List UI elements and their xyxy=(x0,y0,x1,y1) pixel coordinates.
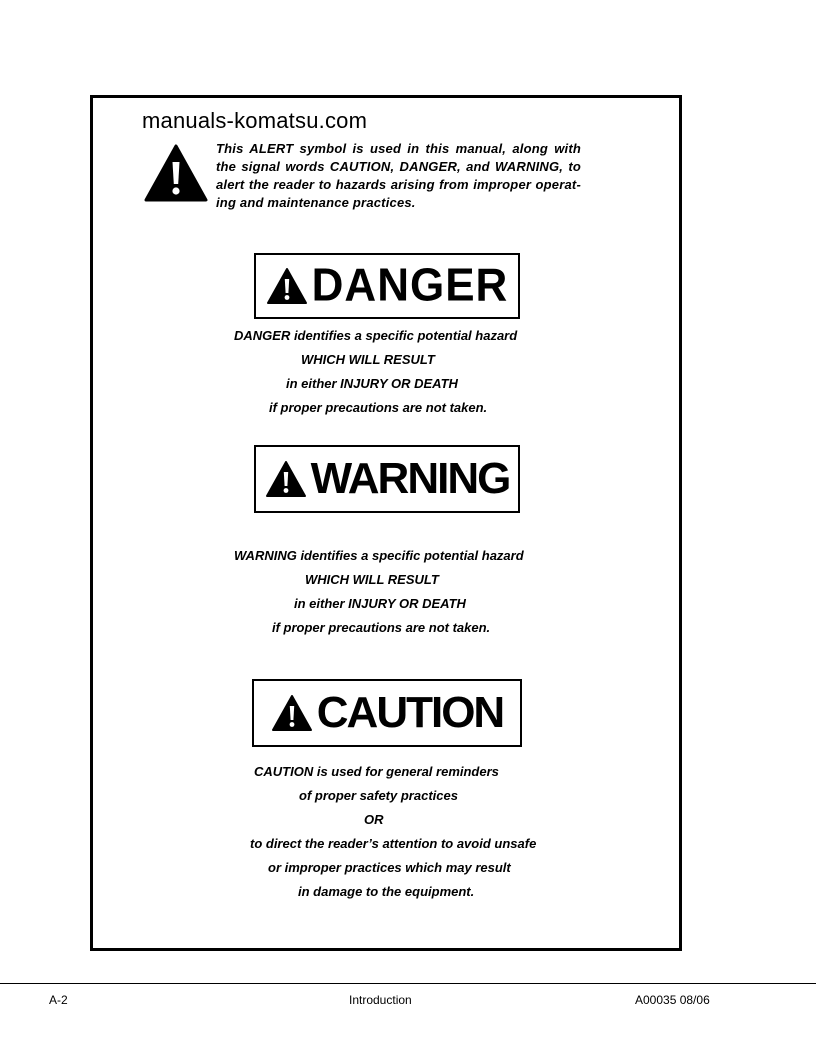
danger-line: if proper precautions are not taken. xyxy=(269,400,488,415)
danger-line: DANGER identifies a specific potential hazard xyxy=(234,328,518,343)
warning-label: WARNING xyxy=(310,454,510,503)
danger-line: in either INJURY OR DEATH xyxy=(286,376,458,391)
intro-line: This ALERT symbol is used in this manual, along with xyxy=(216,141,581,156)
alert-icon xyxy=(265,460,307,498)
content-frame xyxy=(90,95,682,951)
danger-sign xyxy=(254,253,520,319)
intro-line: the signal words CAUTION, DANGER, and WARNING, to xyxy=(216,159,581,174)
footer-divider xyxy=(0,983,816,984)
caution-sign xyxy=(252,679,522,747)
watermark: manuals-komatsu.com xyxy=(142,108,368,133)
alert-intro-text xyxy=(216,140,581,212)
warning-line: in either INJURY OR DEATH xyxy=(294,596,466,611)
intro-line: ing and maintenance practices. xyxy=(216,195,416,210)
caution-line: of proper safety practices xyxy=(299,788,458,803)
caution-line: OR xyxy=(364,812,384,827)
alert-icon xyxy=(266,267,308,305)
danger-label: DANGER xyxy=(311,259,509,312)
danger-line: WHICH WILL RESULT xyxy=(301,352,435,367)
warning-line: WARNING identifies a specific potential hazard xyxy=(234,548,524,563)
caution-label: CAUTION xyxy=(316,688,504,737)
document-code: A00035 08/06 xyxy=(635,993,710,1007)
warning-line: if proper precautions are not taken. xyxy=(272,620,491,635)
section-title: Introduction xyxy=(349,993,412,1007)
warning-line: WHICH WILL RESULT xyxy=(305,572,439,587)
caution-line: or improper practices which may result xyxy=(268,860,511,875)
alert-icon xyxy=(144,144,208,202)
page-number: A-2 xyxy=(49,993,68,1007)
caution-line: CAUTION is used for general reminders xyxy=(254,764,499,779)
caution-line: in damage to the equipment. xyxy=(298,884,475,899)
alert-icon xyxy=(271,694,313,732)
warning-sign xyxy=(254,445,520,513)
caution-line: to direct the reader’s attention to avoid unsafe xyxy=(250,836,537,851)
intro-line: alert the reader to hazards arising from improper operat- xyxy=(216,177,581,192)
